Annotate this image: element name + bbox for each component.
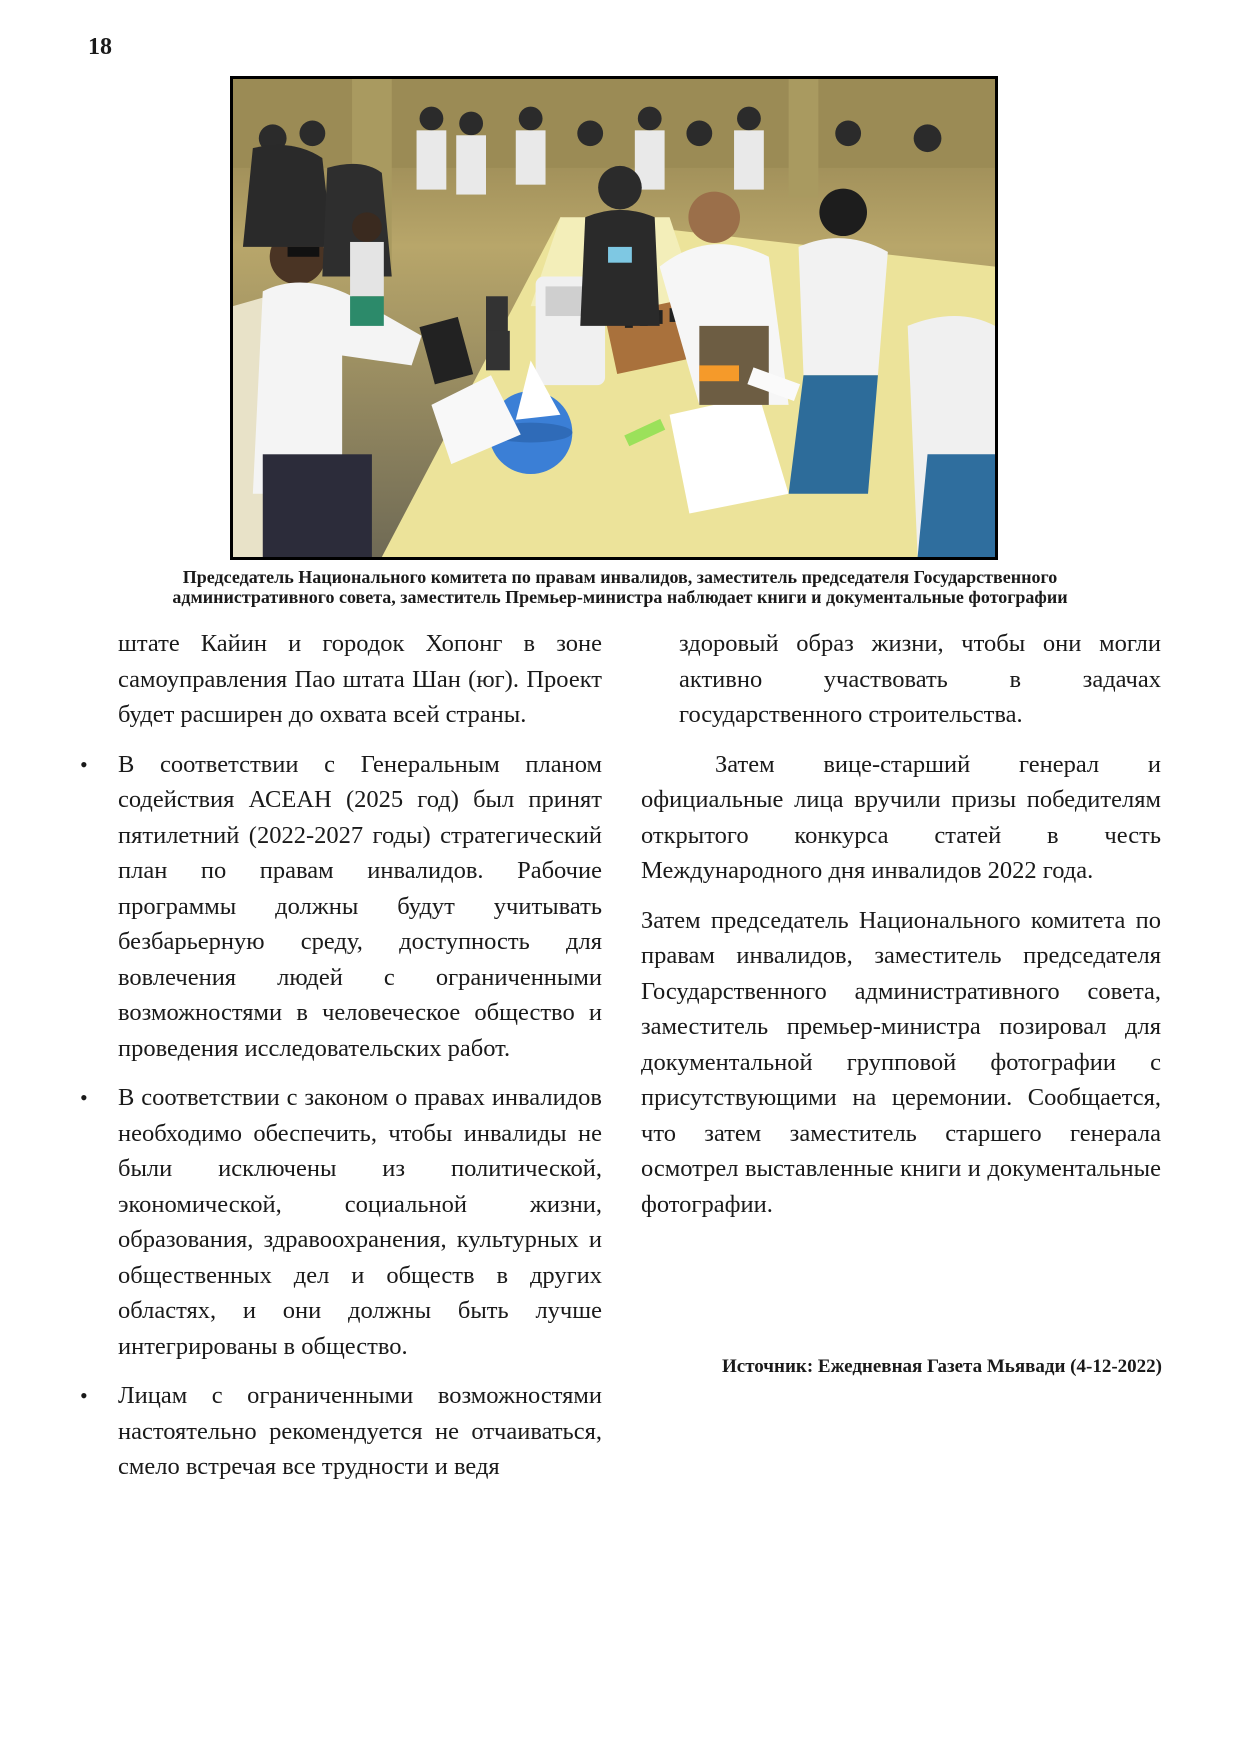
page-number: 18 xyxy=(88,34,112,60)
paragraph: Затем вице-старший генерал и официальные лица вручили призы победителям открытого конкурса статей в честь Международного дня инвалидов 2022 года. xyxy=(641,750,1161,884)
list-item: • Лицам с ограниченными возможностями настоятельно рекомендуется не отчаиваться, смело встречая все трудности и ведя xyxy=(118,1378,602,1485)
photo-caption xyxy=(96,567,1144,607)
continuation-text: здоровый образ жизни, чтобы они могли активно участвовать в задачах государственного строительства. xyxy=(679,630,1161,728)
caption-line: Председатель Национального комитета по правам инвалидов, заместитель председателя Государственного xyxy=(182,567,1058,587)
list-item: • В соответствии с законом о правах инвалидов необходимо обеспечить, чтобы инвалиды не были исключены из политической, экономической, социальной жизни, образования, здравоохранения, культурных и общественных дел и обществ в других областях, и они должны быть лучше интегрированы в общество. xyxy=(118,1080,602,1364)
caption-line: административного совета, заместитель Премьер-министра наблюдает книги и документальные фотографии xyxy=(172,587,1068,607)
continuation-text: штате Кайин и городок Хопонг в зоне самоуправления Пао штата Шан (юг). Проект будет расширен до охвата всей страны. xyxy=(118,630,602,728)
photo-illustration xyxy=(233,79,995,557)
list-item: • В соответствии с Генеральным планом содействия АСЕАН (2025 год) был принят пятилетний (2022-2027 годы) стратегический план по правам инвалидов. Рабочие программы должны будут учитывать безбарьерную среду, доступность для вовлечения людей с ограниченными возможностями в человеческое общество и проведения исследовательских работ. xyxy=(118,747,602,1067)
photo-image xyxy=(230,76,998,560)
bullet-list xyxy=(118,747,602,1485)
paragraph: Затем председатель Национального комитета по правам инвалидов, заместитель председателя Государственного административного совета, заместитель премьер-министра позировал для документальной групповой фотографии с присутствующими на церемонии. Сообщается, что затем заместитель старшего генерала осмотрел выставленные книги и документальные фотографии. xyxy=(641,906,1161,1218)
source-credit: Источник: Ежедневная Газета Мьявади (4-12-2022) xyxy=(722,1356,1162,1377)
right-column xyxy=(641,626,1161,1236)
left-column xyxy=(118,626,602,1499)
